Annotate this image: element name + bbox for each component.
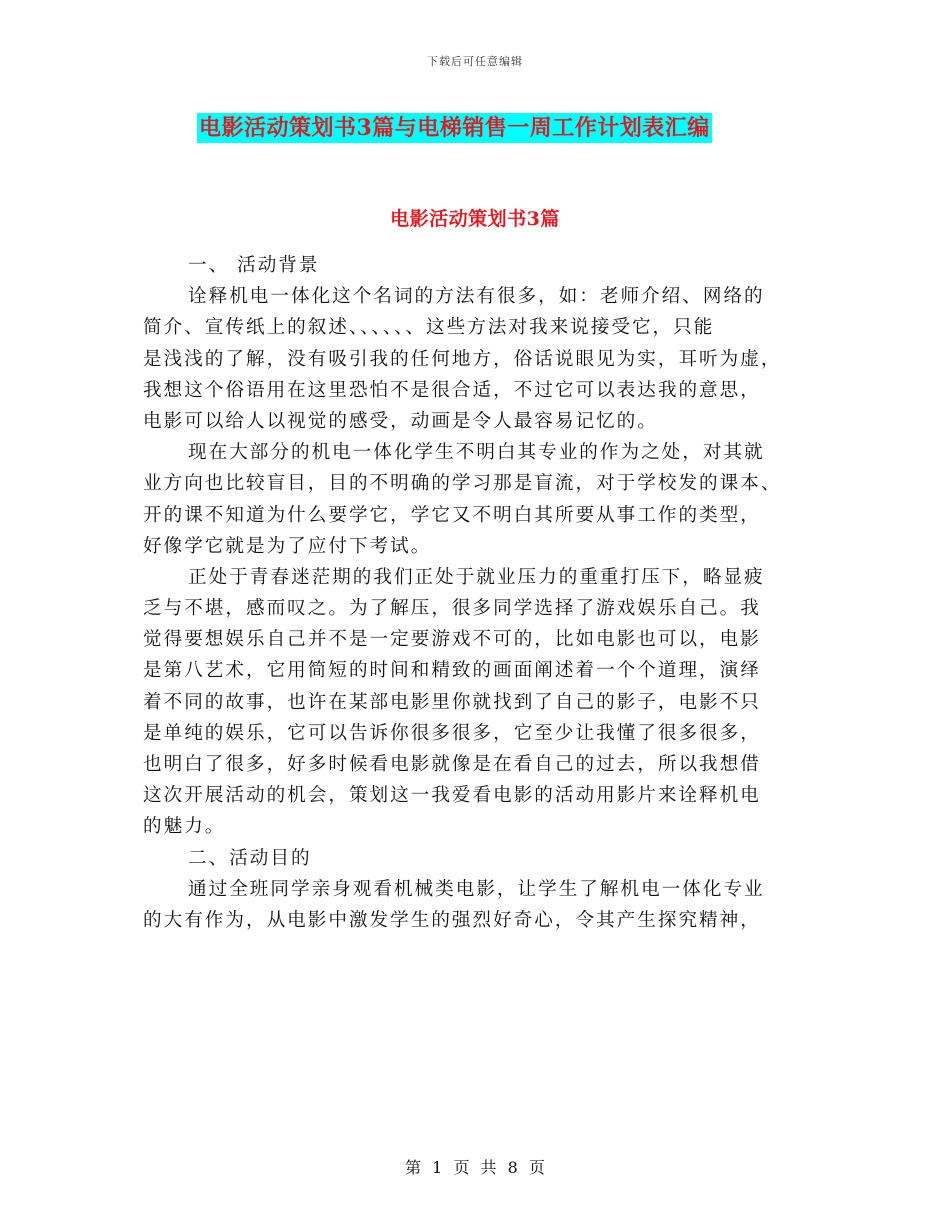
page-footer: 第 1 页 共 8 页 <box>405 1158 545 1177</box>
text-line: 二、活动目的 <box>188 847 312 869</box>
header-note: 下载后可任意编辑 <box>427 55 523 68</box>
text-line: 正处于青春迷茫期的我们正处于就业压力的重重打压下，略显疲 <box>188 566 765 588</box>
text-line: 业方向也比较盲目，目的不明确的学习那是盲流，对于学校发的课本、 <box>143 473 782 495</box>
main-title: 电影活动策划书3篇与电梯销售一周工作计划表汇编 <box>199 115 710 141</box>
text-line: 我想这个俗语用在这里恐怕不是很合适，不过它可以表达我的意思， <box>143 379 761 401</box>
text-line: 电影可以给人以视觉的感受，动画是令人最容易记忆的。 <box>143 410 658 432</box>
text-line: 也明白了很多，好多时候看电影就像是在看自己的过去，所以我想借 <box>143 754 761 775</box>
text-line: 一、 活动背景 <box>188 255 320 276</box>
text-line: 乏与不堪，感而叹之。为了解压，很多同学选择了游戏娱乐自己。我 <box>143 598 761 620</box>
text-line: 通过全班同学亲身观看机械类电影，让学生了解机电一体化专业 <box>188 878 765 900</box>
document-body <box>143 250 805 936</box>
text-line: 简介、宣传纸上的叙述、、、、、、这些方法对我来说接受它，只能 <box>143 317 715 339</box>
text-line: 这次开展活动的机会，策划这一我爱看电影的活动用影片来诠释机电 <box>143 785 761 807</box>
text-line: 诠释机电一体化这个名词的方法有很多，如：老师介绍、网络的 <box>188 286 765 308</box>
text-line: 好像学它就是为了应付下考试。 <box>143 535 432 557</box>
text-line: 觉得要想娱乐自己并不是一定要游戏不可的，比如电影也可以，电影 <box>143 629 761 651</box>
text-line: 着不同的故事，也许在某部电影里你就找到了自己的影子，电影不只 <box>143 691 761 713</box>
section-title: 电影活动策划书3篇 <box>390 208 560 230</box>
text-line: 现在大部分的机电一体化学生不明白其专业的作为之处，对其就 <box>188 442 765 464</box>
text-line: 开的课不知道为什么要学它，学它又不明白其所要从事工作的类型， <box>143 504 761 526</box>
text-line: 的魅力。 <box>143 816 226 838</box>
text-line: 是单纯的娱乐，它可以告诉你很多很多，它至少让我懂了很多很多， <box>143 722 761 744</box>
text-line: 是浅浅的了解，没有吸引我的任何地方，俗话说眼见为实，耳听为虚， <box>143 348 782 370</box>
text-line: 是第八艺术，它用简短的时间和精致的画面阐述着一个个道理，演绎 <box>143 660 761 682</box>
text-line: 的大有作为，从电影中激发学生的强烈好奇心，令其产生探究精神， <box>143 909 761 931</box>
